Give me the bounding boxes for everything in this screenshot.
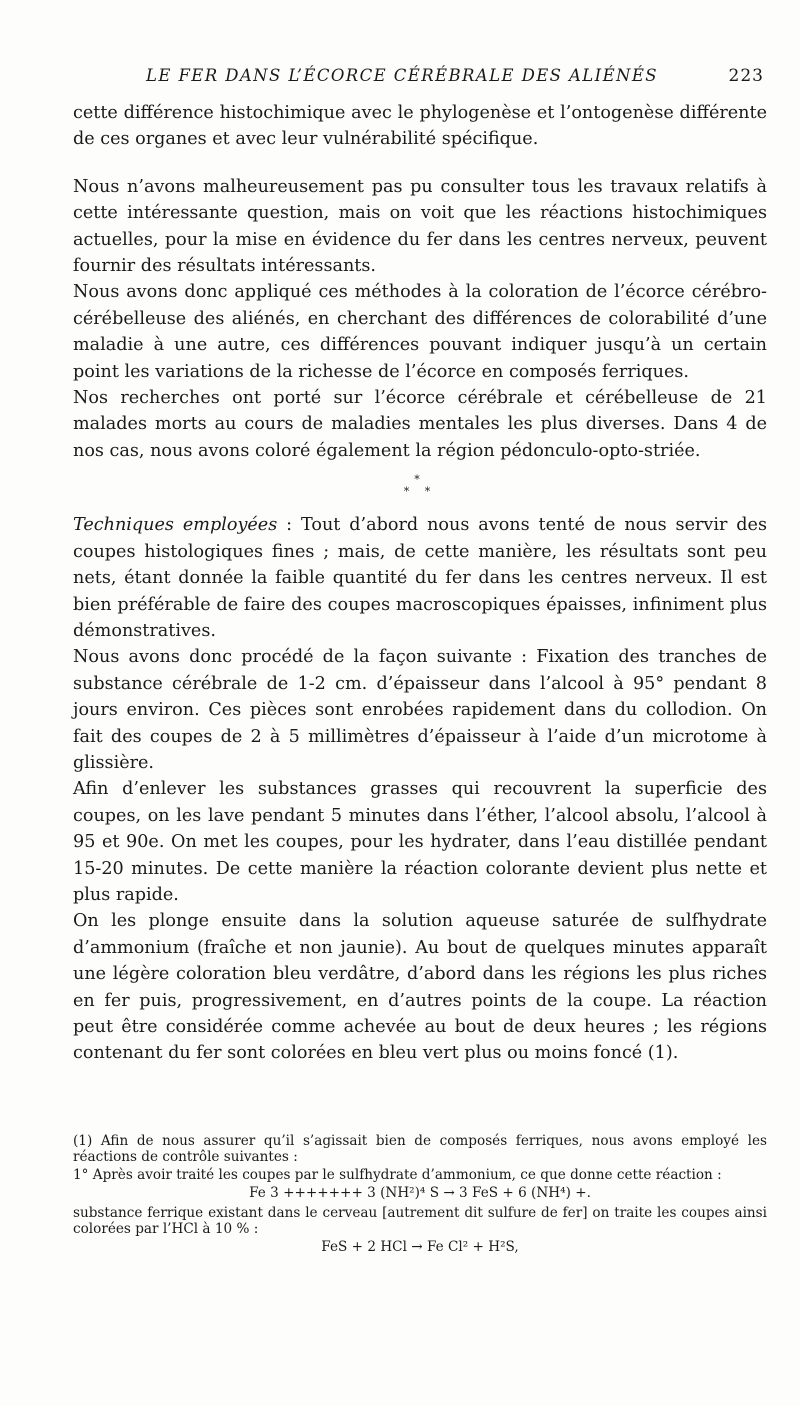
paragraph-2: Nous n’avons malheureusement pas pu consulter tous les travaux relatifs à cette intéressante question, mais on voit que les réactions histochimiques actuelles, pour la mise en évidence du fer dans les centres nerveux, peuvent fournir des résultats intéressants. — [73, 176, 767, 277]
body-text — [73, 100, 767, 1067]
footnote-2: 1° Après avoir traité les coupes par le sulfhydrate d’ammonium, ce que donne cette réaction : — [73, 1167, 722, 1183]
running-header — [0, 66, 800, 90]
footnote-3: substance ferrique existant dans le cerveau [autrement dit sulfure de fer] on traite les coupes ainsi colorées par l’HCl à 10 % : — [73, 1205, 767, 1237]
paragraph-7: Afin d’enlever les substances grasses qui recouvrent la superficie des coupes, on les lave pendant 5 minutes dans l’éther, l’alcool absolu, l’alcool à 95 et 90e. On met les coupes, pour les hydrater, dans l’eau distillée pendant 15-20 minutes. De cette manière la réaction colorante devient plus nette et plus rapide. — [73, 779, 767, 905]
paragraph-4: Nos recherches ont porté sur l’écorce cérébrale et cérébelleuse de 21 malades morts au cours de maladies mentales les plus diverses. Dans 4 de nos cas, nous avons coloré également la région pédonculo-opto-striée. — [73, 388, 767, 461]
paragraph-3: Nous avons donc appliqué ces méthodes à la coloration de l’écorce cérébro-cérébelleuse des aliénés, en cherchant des différences de colorabilité d’une maladie à une autre, ces différences pouvant indiquer jusqu’à un certain point les variations de la richesse de l’écorce en composés ferriques. — [73, 282, 767, 382]
asterism-bottom: * * — [403, 485, 437, 499]
footnote-1: (1) Afin de nous assurer qu’il s’agissait bien de composés ferriques, nous avons employé les réactions de contrôle suivantes : — [73, 1133, 767, 1165]
paragraph-5-text: : Tout d’abord nous avons tenté de nous servir des coupes histologiques fines ; mais, de cette manière, les résultats sont peu nets, étant donnée la faible quantité du fer dans les centres nerveux. Il est bien préférable de faire des coupes macroscopiques épaisses, infiniment plus démonstratives. — [73, 515, 767, 641]
paragraph-6: Nous avons donc procédé de la façon suivante : Fixation des tranches de substance cérébrale de 1-2 cm. d’épaisseur dans l’alcool à 95° pendant 8 jours environ. Ces pièces sont enrobées rapidement dans du collodion. On fait des coupes de 2 à 5 millimètres d’épaisseur à l’aide d’un microtome à glissière. — [73, 647, 767, 773]
equation-2: FeS + 2 HCl → Fe Cl² + H²S, — [321, 1239, 519, 1255]
asterism-top: * — [414, 473, 426, 487]
running-title: LE FER DANS L’ÉCORCE CÉRÉBRALE DES ALIÉNÉS — [146, 66, 659, 85]
paragraph-8: On les plonge ensuite dans la solution aqueuse saturée de sulfhydrate d’ammonium (fraîche et non jaunie). Au bout de quelques minutes apparaît une légère coloration bleu verdâtre, d’abord dans les régions les plus riches en fer puis, progressivement, en d’autres points de la coupe. La réaction peut être considérée comme achevée au bout de deux heures ; les régions contenant du fer sont colorées en bleu vert plus ou moins foncé (1). — [73, 911, 767, 1064]
page-number: 223 — [728, 66, 764, 86]
section-lead-in: Techniques employées — [73, 515, 278, 536]
section-asterism — [73, 474, 767, 498]
paragraph-gap — [73, 153, 767, 174]
paragraph-1: cette différence histochimique avec le phylogenèse et l’ontogenèse différente de ces organes et avec leur vulnérabilité spécifique. — [73, 103, 767, 150]
footnotes — [73, 1133, 767, 1255]
paragraph-5 — [73, 512, 767, 644]
equation-1: Fe 3 +++++++ 3 (NH²)⁴ S → 3 FeS + 6 (NH⁴) +. — [249, 1185, 591, 1201]
